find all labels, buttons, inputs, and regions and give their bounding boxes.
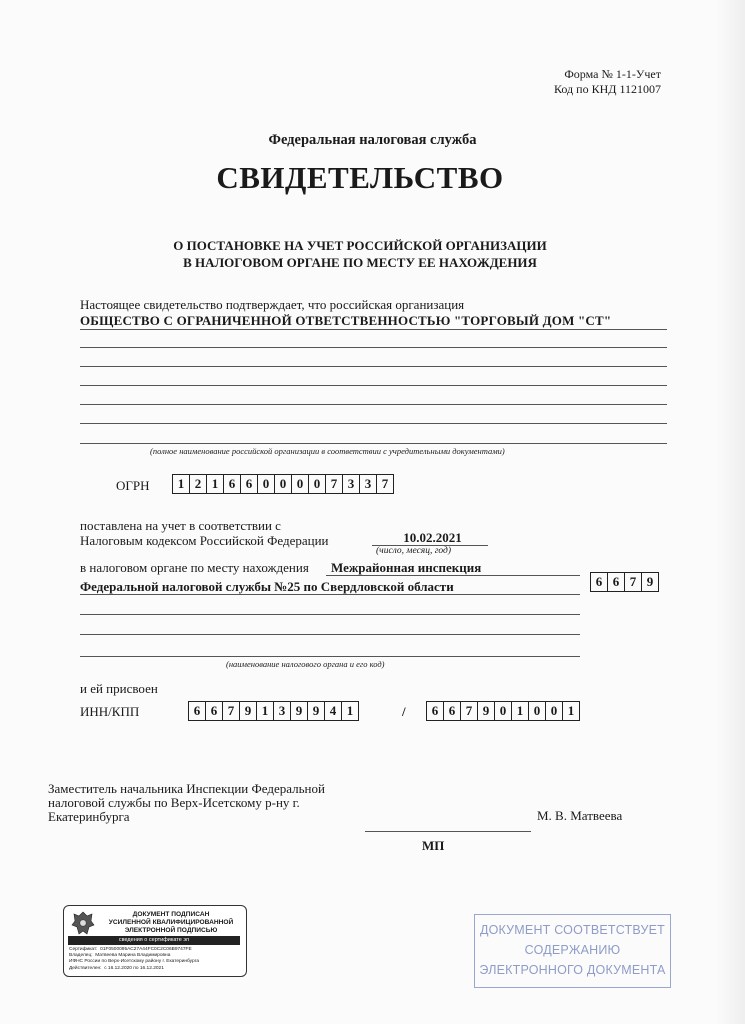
- e-signature-details: [69, 947, 241, 972]
- kpp-digit: 1: [562, 701, 580, 721]
- ogrn-digit: 1: [206, 474, 224, 494]
- assigned-label: и ей присвоен: [80, 681, 158, 696]
- org-line-7: [80, 443, 667, 444]
- kpp-digit: 9: [477, 701, 495, 721]
- tax-code-digit: 9: [641, 572, 659, 592]
- tax-authority-name-2: Федеральной налоговой службы №25 по Свердловской области: [80, 579, 454, 594]
- agency-name: Федеральная налоговая служба: [268, 132, 477, 148]
- tax-authority-line-3: [80, 634, 580, 635]
- tax-authority-line-4: [80, 656, 580, 657]
- cert-value: 01F0500095AC27A44FC0C2C06B9747FE: [100, 947, 192, 952]
- inn-digit: 6: [205, 701, 223, 721]
- e-signature-validity-row: [69, 966, 241, 972]
- registration-line-2: Налоговым кодексом Российской Федерации: [80, 533, 329, 548]
- validity-value: с 16.12.2020 по 16.12.2021: [104, 965, 164, 971]
- coat-of-arms-icon: [70, 910, 96, 938]
- e-signature-banner: сведения о сертификате эп: [68, 936, 240, 945]
- tax-code-digit: 6: [590, 572, 608, 592]
- ogrn-digit: 0: [308, 474, 326, 494]
- inn-digit: 3: [273, 701, 291, 721]
- tax-authority-hint: (наименование налогового органа и его код): [226, 659, 385, 669]
- signatory-position-line-3: Екатеринбурга: [48, 809, 130, 824]
- owner-label: Владелец:: [69, 953, 93, 959]
- ogrn-digit: 2: [189, 474, 207, 494]
- inn-digit: 9: [239, 701, 257, 721]
- inn-digit: 9: [290, 701, 308, 721]
- signatory-position: [48, 782, 325, 824]
- form-number: Форма № 1-1-Учет: [564, 67, 661, 81]
- ogrn-digit: 3: [359, 474, 377, 494]
- org-line-4: [80, 385, 667, 386]
- ogrn-digit: 6: [240, 474, 258, 494]
- stamp-line-1: ДОКУМЕНТ СООТВЕТСТВУЕТ: [479, 923, 666, 937]
- organization-name: ОБЩЕСТВО С ОГРАНИЧЕННОЙ ОТВЕТСТВЕННОСТЬЮ "ТОРГОВЫЙ ДОМ "СТ": [80, 313, 612, 328]
- inn-cells: [188, 701, 359, 721]
- owner-value: Матвеева Марина Владимировна: [95, 953, 171, 959]
- e-signature-box: [63, 905, 247, 977]
- cert-label: Сертификат:: [69, 947, 98, 952]
- kpp-digit: 6: [443, 701, 461, 721]
- knd-code: Код по КНД 1121007: [554, 82, 661, 96]
- form-number-block: [554, 67, 661, 97]
- tax-authority-name-1: Межрайонная инспекция: [331, 560, 482, 575]
- org-line-5: [80, 404, 667, 405]
- kpp-digit: 1: [511, 701, 529, 721]
- tax-authority-line-1: [80, 594, 580, 595]
- conformity-stamp: [474, 914, 671, 988]
- kpp-digit: 0: [494, 701, 512, 721]
- registration-line-1: поставлена на учет в соответствии с: [80, 518, 281, 533]
- inn-digit: 6: [188, 701, 206, 721]
- stamp-line-2: СОДЕРЖАНИЮ: [524, 943, 621, 957]
- seal-label: МП: [422, 838, 445, 853]
- signatory-position-line-1: Заместитель начальника Инспекции Федеральной: [48, 781, 325, 796]
- ogrn-digit: 1: [172, 474, 190, 494]
- org-line-1: [80, 329, 667, 330]
- ogrn-digit: 7: [325, 474, 343, 494]
- document-subtitle: [0, 237, 720, 271]
- ogrn-digit: 6: [223, 474, 241, 494]
- kpp-digit: 0: [545, 701, 563, 721]
- subtitle-line-1: О ПОСТАНОВКЕ НА УЧЕТ РОССИЙСКОЙ ОРГАНИЗАЦИИ: [173, 238, 547, 253]
- kpp-digit: 6: [426, 701, 444, 721]
- e-signature-title: [100, 911, 242, 935]
- kpp-cells: [426, 701, 580, 721]
- ogrn-digit: 0: [274, 474, 292, 494]
- inn-digit: 9: [307, 701, 325, 721]
- inn-kpp-label: ИНН/КПП: [80, 704, 140, 719]
- date-hint: (число, месяц, год): [376, 546, 452, 556]
- inn-digit: 1: [341, 701, 359, 721]
- document-title: СВИДЕТЕЛЬСТВО: [216, 160, 504, 195]
- issuer-value: ИФНС России по Верх-Исетскому району г. Екатеринбурга: [69, 959, 200, 965]
- org-line-3: [80, 366, 667, 367]
- ogrn-digit: 0: [257, 474, 275, 494]
- org-line-2: [80, 347, 667, 348]
- signatory-position-line-2: налоговой службы по Верх-Исетскому р-ну г.: [48, 795, 300, 810]
- scan-edge-shadow: [715, 0, 745, 1024]
- inn-kpp-separator: /: [402, 704, 406, 719]
- e-signature-title-2: УСИЛЕННОЙ КВАЛИФИЦИРОВАННОЙ: [108, 919, 234, 926]
- kpp-digit: 7: [460, 701, 478, 721]
- subtitle-line-2: В НАЛОГОВОМ ОРГАНЕ ПО МЕСТУ ЕЕ НАХОЖДЕНИЯ: [183, 255, 537, 270]
- inn-digit: 1: [256, 701, 274, 721]
- ogrn-digit: 7: [376, 474, 394, 494]
- tax-authority-line-0: [326, 575, 580, 576]
- e-signature-title-3: ЭЛЕКТРОННОЙ ПОДПИСЬЮ: [124, 927, 218, 934]
- ogrn-digit: 0: [291, 474, 309, 494]
- kpp-digit: 0: [528, 701, 546, 721]
- registration-date: 10.02.2021: [403, 530, 462, 545]
- ogrn-digit: 3: [342, 474, 360, 494]
- e-signature-title-1: ДОКУМЕНТ ПОДПИСАН: [132, 911, 210, 918]
- tax-authority-prefix: в налоговом органе по месту нахождения: [80, 560, 309, 575]
- tax-code-digit: 7: [624, 572, 642, 592]
- signature-line: [365, 831, 531, 832]
- ogrn-label: ОГРН: [116, 478, 150, 493]
- org-line-6: [80, 423, 667, 424]
- inn-digit: 7: [222, 701, 240, 721]
- stamp-line-3: ЭЛЕКТРОННОГО ДОКУМЕНТА: [479, 963, 666, 977]
- tax-authority-line-2: [80, 614, 580, 615]
- confirm-text: Настоящее свидетельство подтверждает, что российская организация: [80, 297, 465, 312]
- ogrn-cells: [172, 474, 394, 494]
- organization-hint: (полное наименование российской организации в соответствии с учредительными документами): [150, 446, 505, 456]
- validity-label: Действителен:: [69, 965, 102, 971]
- tax-authority-code-cells: [590, 572, 659, 592]
- tax-code-digit: 6: [607, 572, 625, 592]
- inn-digit: 4: [324, 701, 342, 721]
- signatory-name: М. В. Матвеева: [537, 808, 623, 823]
